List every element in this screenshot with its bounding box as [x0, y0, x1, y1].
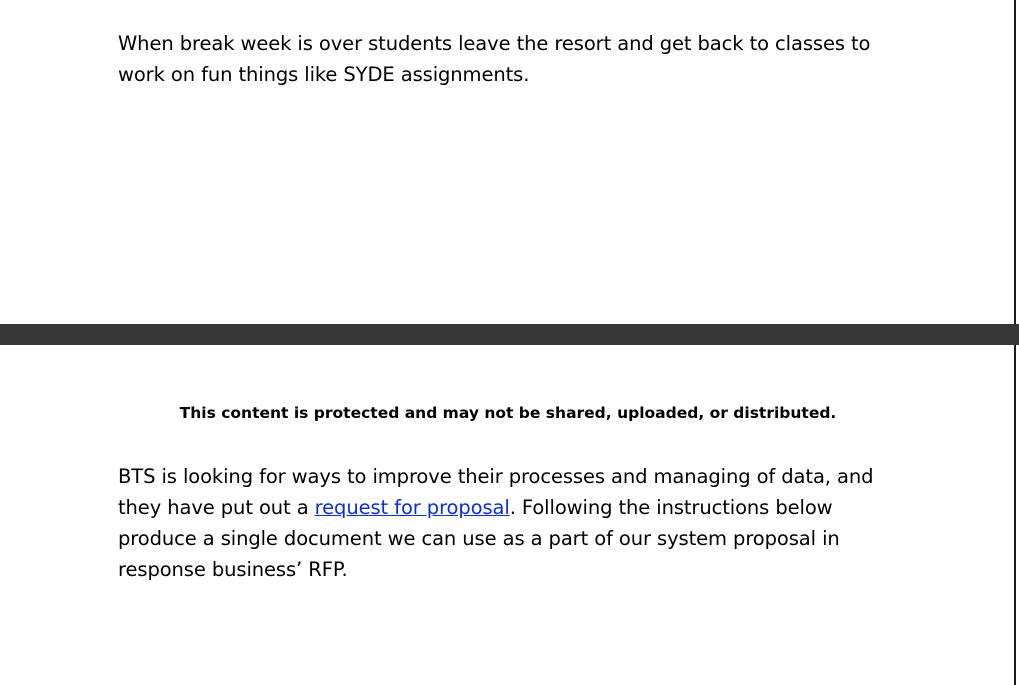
rfp-paragraph: [118, 461, 908, 585]
break-week-paragraph: When break week is over students leave the resort and get back to classes to work on fun things like SYDE assignments.: [118, 32, 871, 86]
request-for-proposal-link[interactable]: request for proposal: [314, 496, 510, 519]
document-page-2: [0, 345, 1016, 685]
rfp-paragraph-intro: BTS is looking for ways to improve their processes and managing of data, and they have put out a: [118, 465, 874, 519]
rfp-paragraph-instructions: . Following the instructions below produce a single document we can use as a part of our system proposal in response business’ RFP.: [118, 496, 840, 581]
page-separator: [0, 324, 1019, 345]
protected-content-notice: This content is protected and may not be shared, uploaded, or distributed.: [179, 404, 837, 422]
document-page-1: [0, 0, 1016, 324]
